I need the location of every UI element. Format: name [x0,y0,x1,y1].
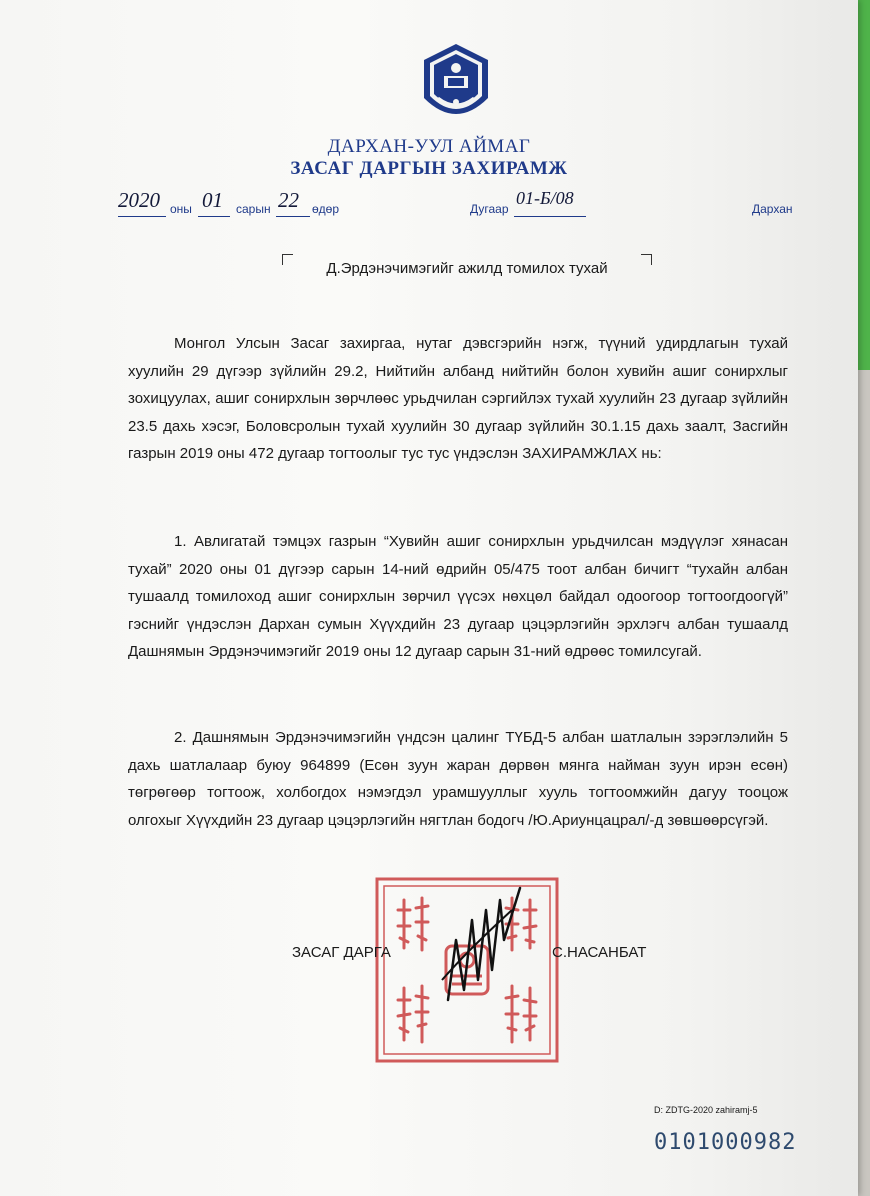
state-emblem-icon [418,40,494,128]
signatory-title: ЗАСАГ ДАРГА [292,944,391,961]
subject-block [282,254,652,278]
region-heading: ДАРХАН-УУЛ АЙМАГ [327,136,531,157]
preamble-paragraph: Монгол Улсын Засаг захиргаа, нутаг дэвсгэрийн нэгж, түүний удирдлагын тухай хуулийн 29 дүгээр зүйлийн 29.2, Нийтийн албанд нийтийн болон хувийн ашиг сонирхлыг зохицуулах, ашиг сонирхлын зөрчлөөс урьдчилан сэргийлэх тухай хуулийн 23 дугаар зүйлийн 23.5 дахь хэсэг, Боловсролын тухай хуулийн 30 дугаар зүйлийн 30.1.15 дахь заалт, Засгийн газрын 2019 оны 472 дугаар тогтоолыг тус тус үндэслэн ЗАХИРАМЖЛАХ нь: [128,335,788,462]
order-item-1: 1. Авлигатай тэмцэх газрын “Хувийн ашиг сонирхлын урьдчилсан мэдүүлэг хянасан тухай” 2020 оны 01 дүгээр сарын 14-ний өдрийн 05/475 тоот албан бичигт “тухайн албан тушаалд томилоход ашиг сонирхлын зөрчил үүсэх нөхцөл байдал одоогоор тогтоогдоогүй” гэснийг үндэслэн Дархан сумын Хүүхдийн 23 дугаар цэцэрлэгийн эрхлэгч албан тушаалд Дашнямын Эрдэнэчимэгийг 2019 оны 12 дугаар сарын 31-ний өдрөөс томилсугай. [128,533,788,660]
signatory-name: С.НАСАНБАТ [552,944,647,961]
month-underline [198,216,230,217]
number-underline [514,216,586,217]
handwritten-number: 01-Б/08 [516,188,574,208]
month-label: сарын [236,202,271,216]
document-type-heading: ЗАСАГ ДАРГЫН ЗАХИРАМЖ [290,158,568,179]
date-number-row [118,188,818,222]
year-underline [118,216,166,217]
year-label: оны [170,202,192,216]
day-label: өдөр [312,202,340,216]
day-underline [276,216,310,217]
serial-number: 0101000982 [654,1130,797,1155]
order-item-2: 2. Дашнямын Эрдэнэчимэгийн үндсэн цалинг ТҮБД-5 албан шатлалын зэрэглэлийн 5 дахь шатлалаар буюу 964899 (Есөн зуун жаран дөрвөн мянга найман зуун ирэн есөн) төгрөгөөр тогтоож, холбогдох нэмэгдэл урамшууллыг хууль тогтоомжийн дагуу тооцож олгохыг Хүүхдийн 23 дугаар цэцэрлэгийн нягтлан бодогч /Ю.Ариунцацрал/-д зөвшөөрсүгэй. [128,729,788,829]
place-label: Дархан [752,202,793,216]
number-label: Дугаар [470,202,509,216]
handwritten-day: 22 [278,188,299,212]
handwritten-month: 01 [202,188,223,212]
subject-title: Д.Эрдэнэчимэгийг ажилд томилох тухай [326,260,608,277]
handwritten-signature [428,880,528,1010]
handwritten-year: 2020 [118,188,160,212]
file-reference: D: ZDTG-2020 zahiramj-5 [654,1105,758,1115]
